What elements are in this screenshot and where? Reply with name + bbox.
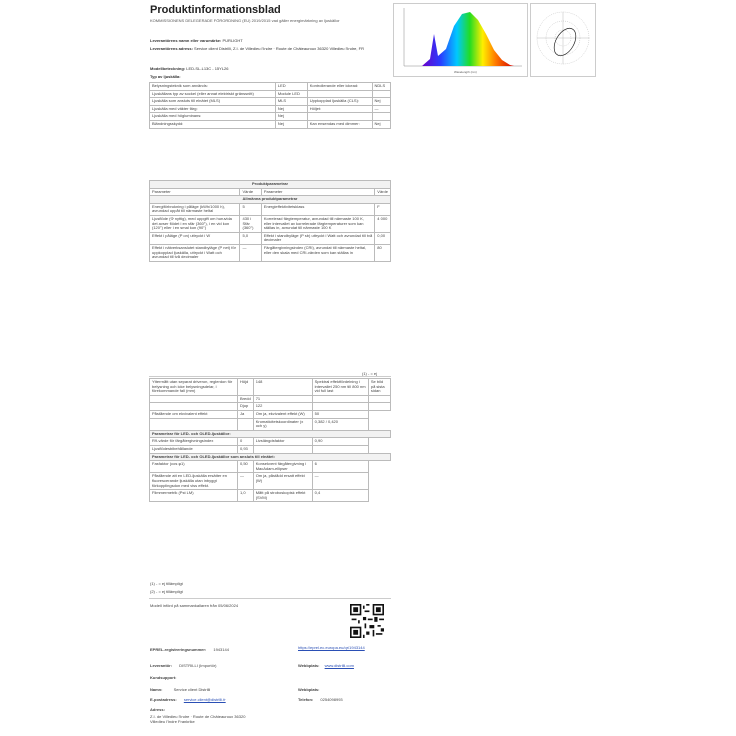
phone-value: 0254098993 xyxy=(320,697,343,702)
general-cell: F xyxy=(375,203,391,215)
led-cell: Ljusflödesbibehållande xyxy=(150,445,238,453)
qr-code xyxy=(350,604,384,638)
web-label: Webbplats: xyxy=(298,663,320,668)
type-row xyxy=(150,98,391,106)
eprel-value: 1943144 xyxy=(213,647,229,652)
type-cell xyxy=(307,113,372,121)
importer-value: DISTRILLI (Importör) xyxy=(179,663,217,668)
led-cell: R9-värde för färgåtergivningsindex xyxy=(150,438,238,446)
col-value: Värde xyxy=(240,188,261,196)
site-label: Webbplats: xyxy=(298,687,320,692)
mains-cell: 0,4 xyxy=(312,490,368,502)
dimension-row xyxy=(150,379,391,396)
led-cell: 0 xyxy=(238,438,254,446)
mains-header: Parametrar för LED- och OLED-ljuskällor som ansluts till elnätet: xyxy=(150,453,391,461)
phone-row xyxy=(298,697,343,702)
type-cell: Uppkopplad ljuskälla (CLS): xyxy=(307,98,372,106)
phone-label: Telefon: xyxy=(298,697,314,702)
page-title: Produktinformationsblad xyxy=(150,4,281,16)
page-mark: (1) - = ej xyxy=(362,371,378,376)
type-cell: Kontrollerande eller ickead: xyxy=(307,83,372,91)
model-value: LED-SL-L13C - 15YL26 xyxy=(186,66,229,71)
type-cell: Belysningsteknik som används: xyxy=(150,83,276,91)
type-cell: Nej xyxy=(275,105,307,113)
type-cell: Ljuskälla som ansluts till elnätet (MLS) xyxy=(150,98,276,106)
name-value: Service client Distrilli xyxy=(173,687,211,692)
col-value-2: Värde xyxy=(375,188,391,196)
led-cell xyxy=(312,445,368,453)
model-label: Modellbeteckning: xyxy=(150,66,186,71)
address-label: Leverantörens adress: xyxy=(150,46,193,51)
general-cell: 5,0 xyxy=(240,232,261,244)
type-row xyxy=(150,120,391,128)
led-row xyxy=(150,445,391,453)
dimension-cell xyxy=(150,403,238,411)
col-parameter: Parameter xyxy=(150,188,240,196)
type-cell: Module LED xyxy=(275,90,307,98)
type-table xyxy=(149,82,391,129)
dimension-row xyxy=(150,403,391,411)
supplier-label: Leverantörens namn eller varumärke: xyxy=(150,38,222,43)
equivalent-cell xyxy=(150,418,238,430)
general-header: Allmänna produktparametrar xyxy=(150,196,391,204)
footnote-1: (1) - = ej tillämpligt xyxy=(150,581,183,586)
spectrum-x-label: Wavelength (nm) xyxy=(454,70,477,74)
regulation-text: KOMMISSIONENS DELEGERADE FÖRORDNING (EU) 2019/2015 vad gäller energimärkning av ljuskällor xyxy=(150,18,340,23)
dimension-cell: 122 xyxy=(253,403,312,411)
eprel-label: EPREL-registreringsnummer: xyxy=(150,647,207,652)
importer-label: Leverantör: xyxy=(150,663,173,668)
footnote-2: (2) - = ej tillämpligt xyxy=(150,589,183,594)
mains-cell: — xyxy=(238,473,254,490)
general-cell: Effekt i påläge (P on) uttryckt i W xyxy=(150,232,240,244)
eprel-row xyxy=(150,647,229,652)
dimension-cell xyxy=(312,395,368,403)
polar-diagram xyxy=(530,3,596,77)
equivalent-row xyxy=(150,410,391,418)
type-heading xyxy=(150,74,181,79)
spectrum-curve xyxy=(422,12,514,66)
mains-cell: Fasfaktor (cos φ1) xyxy=(150,461,238,473)
general-row xyxy=(150,203,391,215)
type-cell: NDLS xyxy=(372,83,390,91)
led-cell xyxy=(253,445,312,453)
divider xyxy=(149,598,391,599)
led-cell: 0,93 xyxy=(238,445,254,453)
supplier-value: PURLIGHT xyxy=(222,38,243,43)
dimensions-table xyxy=(149,378,391,502)
dimension-cell xyxy=(368,395,390,403)
params-header: Produktparametrar xyxy=(150,181,391,189)
supplier-row xyxy=(150,38,243,43)
addr-value: Z.I. de Villedieu l'Indre · Route de Châteauroux 36320 Villedieu l'Indre Frankrike xyxy=(150,714,246,724)
type-cell: Bländningsskydd: xyxy=(150,120,276,128)
dimension-cell: 148 xyxy=(253,379,312,396)
general-cell: Ljusflöde (Φ nyttig), med uppgift om huruvida det avser flödet i en sfär (360°), i en vid kon (120°) eller i en smal kon (90°) xyxy=(150,215,240,232)
general-cell: 430 i Sfär (360°) xyxy=(240,215,261,232)
general-cell: Energiförbrukning i påläge (kWh/1000 h), avrundad uppåt till närmaste heltal xyxy=(150,203,240,215)
dimension-cell xyxy=(150,395,238,403)
model-row xyxy=(150,66,229,71)
dimension-cell: Se bild på sista sidan xyxy=(368,379,390,396)
mains-cell: Om ja, påstådd ersatt effekt (W) xyxy=(253,473,312,490)
mains-row xyxy=(150,473,391,490)
spectrum-chart xyxy=(393,3,528,77)
eprel-link[interactable]: https://eprel.ec.europa.eu/qr/1943144 xyxy=(298,645,365,650)
equivalent-cell: 0,382 / 0,420 xyxy=(312,418,368,430)
general-cell: 4 000 xyxy=(375,215,391,232)
name-row xyxy=(150,687,210,692)
address-row xyxy=(150,46,390,51)
general-cell: Energieffektivitetsklass xyxy=(261,203,374,215)
type-cell: Nej xyxy=(275,113,307,121)
general-cell: Effekt i standbyläge (P sb) uttryckt i Watt och avrundad till två decimaler xyxy=(261,232,374,244)
params-table xyxy=(149,180,391,262)
type-cell: Ljuskälla med högluminans: xyxy=(150,113,276,121)
equivalent-row xyxy=(150,418,391,430)
equivalent-cell: Kromaticitetskoordinater (x och y) xyxy=(253,418,312,430)
dimension-cell: Höjd xyxy=(238,379,254,396)
mains-cell: Påstående att en LED-ljuskälla ersätter en fluorescerande ljuskälla utan inbyggt förkopplingsdon med viss effekt. xyxy=(150,473,238,490)
mains-cell: 1,0 xyxy=(238,490,254,502)
dimension-row xyxy=(150,395,391,403)
address-value: Service client Distrilli, Z.I. de Villedieu l'Indre · Route de Châteauroux 36320 Villedieu l'Indre, FR xyxy=(194,46,364,51)
general-cell: Korrelerad färgtemperatur, avrundad till närmaste 100 K, eller intervallet av korrelerade färgtemperaturer som kan ställas in, avrundat till närmaste 100 K xyxy=(261,215,374,232)
dimension-cell: 71 xyxy=(253,395,312,403)
general-cell: — xyxy=(240,244,261,261)
addr-label: Adress: xyxy=(150,707,165,712)
general-cell: 0,00 xyxy=(375,232,391,244)
type-cell: Nej xyxy=(372,120,390,128)
type-label: Typ av ljuskälla: xyxy=(150,74,181,79)
type-row xyxy=(150,113,391,121)
email-link[interactable]: service.client@distrilli.fr xyxy=(183,697,226,702)
led-cell: 0,90 xyxy=(312,438,368,446)
general-cell: Färgåtergivningsindex (CRI), avrundat till närmaste heltal, eller den skala med CRI-värden som kan ställas in xyxy=(261,244,374,261)
mains-row xyxy=(150,490,391,502)
type-cell: LED xyxy=(275,83,307,91)
dimension-cell: Djup xyxy=(238,403,254,411)
equivalent-cell: Ja xyxy=(238,410,254,418)
type-cell: Ljuskälla med väkter färg: xyxy=(150,105,276,113)
equivalent-cell: 50 xyxy=(312,410,368,418)
type-row xyxy=(150,105,391,113)
email-row xyxy=(150,697,226,702)
general-row xyxy=(150,244,391,261)
mains-cell: 6 xyxy=(312,461,368,473)
web-link[interactable]: www.distrilli.com xyxy=(324,663,354,668)
dimension-cell: Ytterrnått utan separat driveron, reglerdon för belysning och icke belysningsdelar, i förekommande fall (mm) xyxy=(150,379,238,396)
type-cell xyxy=(307,90,372,98)
type-cell: Nej xyxy=(372,98,390,106)
mains-cell: — xyxy=(312,473,368,490)
dimension-cell: Bredd xyxy=(238,395,254,403)
general-row xyxy=(150,215,391,232)
dimension-cell: Spektral effektfördelning i intervallet 250 nm till 800 nm vid full last xyxy=(312,379,368,396)
type-cell: — xyxy=(372,105,390,113)
mains-cell: Flimmermetrik (Pst LM) xyxy=(150,490,238,502)
general-row xyxy=(150,232,391,244)
light-distribution-curve xyxy=(550,25,581,60)
general-cell: 5 xyxy=(240,203,261,215)
type-cell: MLS xyxy=(275,98,307,106)
led-row xyxy=(150,438,391,446)
led-header: Parametrar för LED- och OLED-ljuskällor: xyxy=(150,430,391,438)
mains-cell: Mått på stroboskopisk effekt (SVM) xyxy=(253,490,312,502)
email-label: E-postadress: xyxy=(150,697,177,702)
mains-cell: Konsekvent färgåtergivning i MacAdam-ellipser xyxy=(253,461,312,473)
divider xyxy=(149,376,391,377)
general-cell: Effekt i nätverksanslutet standbyläge (P net) för uppkopplad ljuskälla, uttryckt i Watt och avrundad till två decimaler xyxy=(150,244,240,261)
mains-row xyxy=(150,461,391,473)
type-row xyxy=(150,90,391,98)
web-row xyxy=(298,663,354,668)
general-cell: 80 xyxy=(375,244,391,261)
date-note: Modell införd på sammankallaren från 05/06/2024 xyxy=(150,603,239,608)
col-parameter-2: Parameter xyxy=(261,188,374,196)
type-cell: Ljuskällans typ av sockel (eller annat elektriskt gränssnitt) xyxy=(150,90,276,98)
equivalent-cell xyxy=(238,418,254,430)
type-cell xyxy=(372,90,390,98)
dimension-cell xyxy=(368,403,390,411)
name-label: Namn: xyxy=(150,687,163,692)
dimension-cell xyxy=(312,403,368,411)
type-cell: Nej xyxy=(275,120,307,128)
led-cell: Livslängdsfaktor xyxy=(253,438,312,446)
type-cell: Höljet: xyxy=(307,105,372,113)
type-cell xyxy=(372,113,390,121)
equivalent-cell: Påstående om ekvivalent effekt xyxy=(150,410,238,418)
mains-cell: 0,50 xyxy=(238,461,254,473)
type-cell: Kan ensendas med dimmer: xyxy=(307,120,372,128)
equivalent-cell: Om ja, ekvivalent effekt (W) xyxy=(253,410,312,418)
importer-row xyxy=(150,663,216,668)
type-row xyxy=(150,83,391,91)
support-header: Kundsupport: xyxy=(150,675,177,680)
